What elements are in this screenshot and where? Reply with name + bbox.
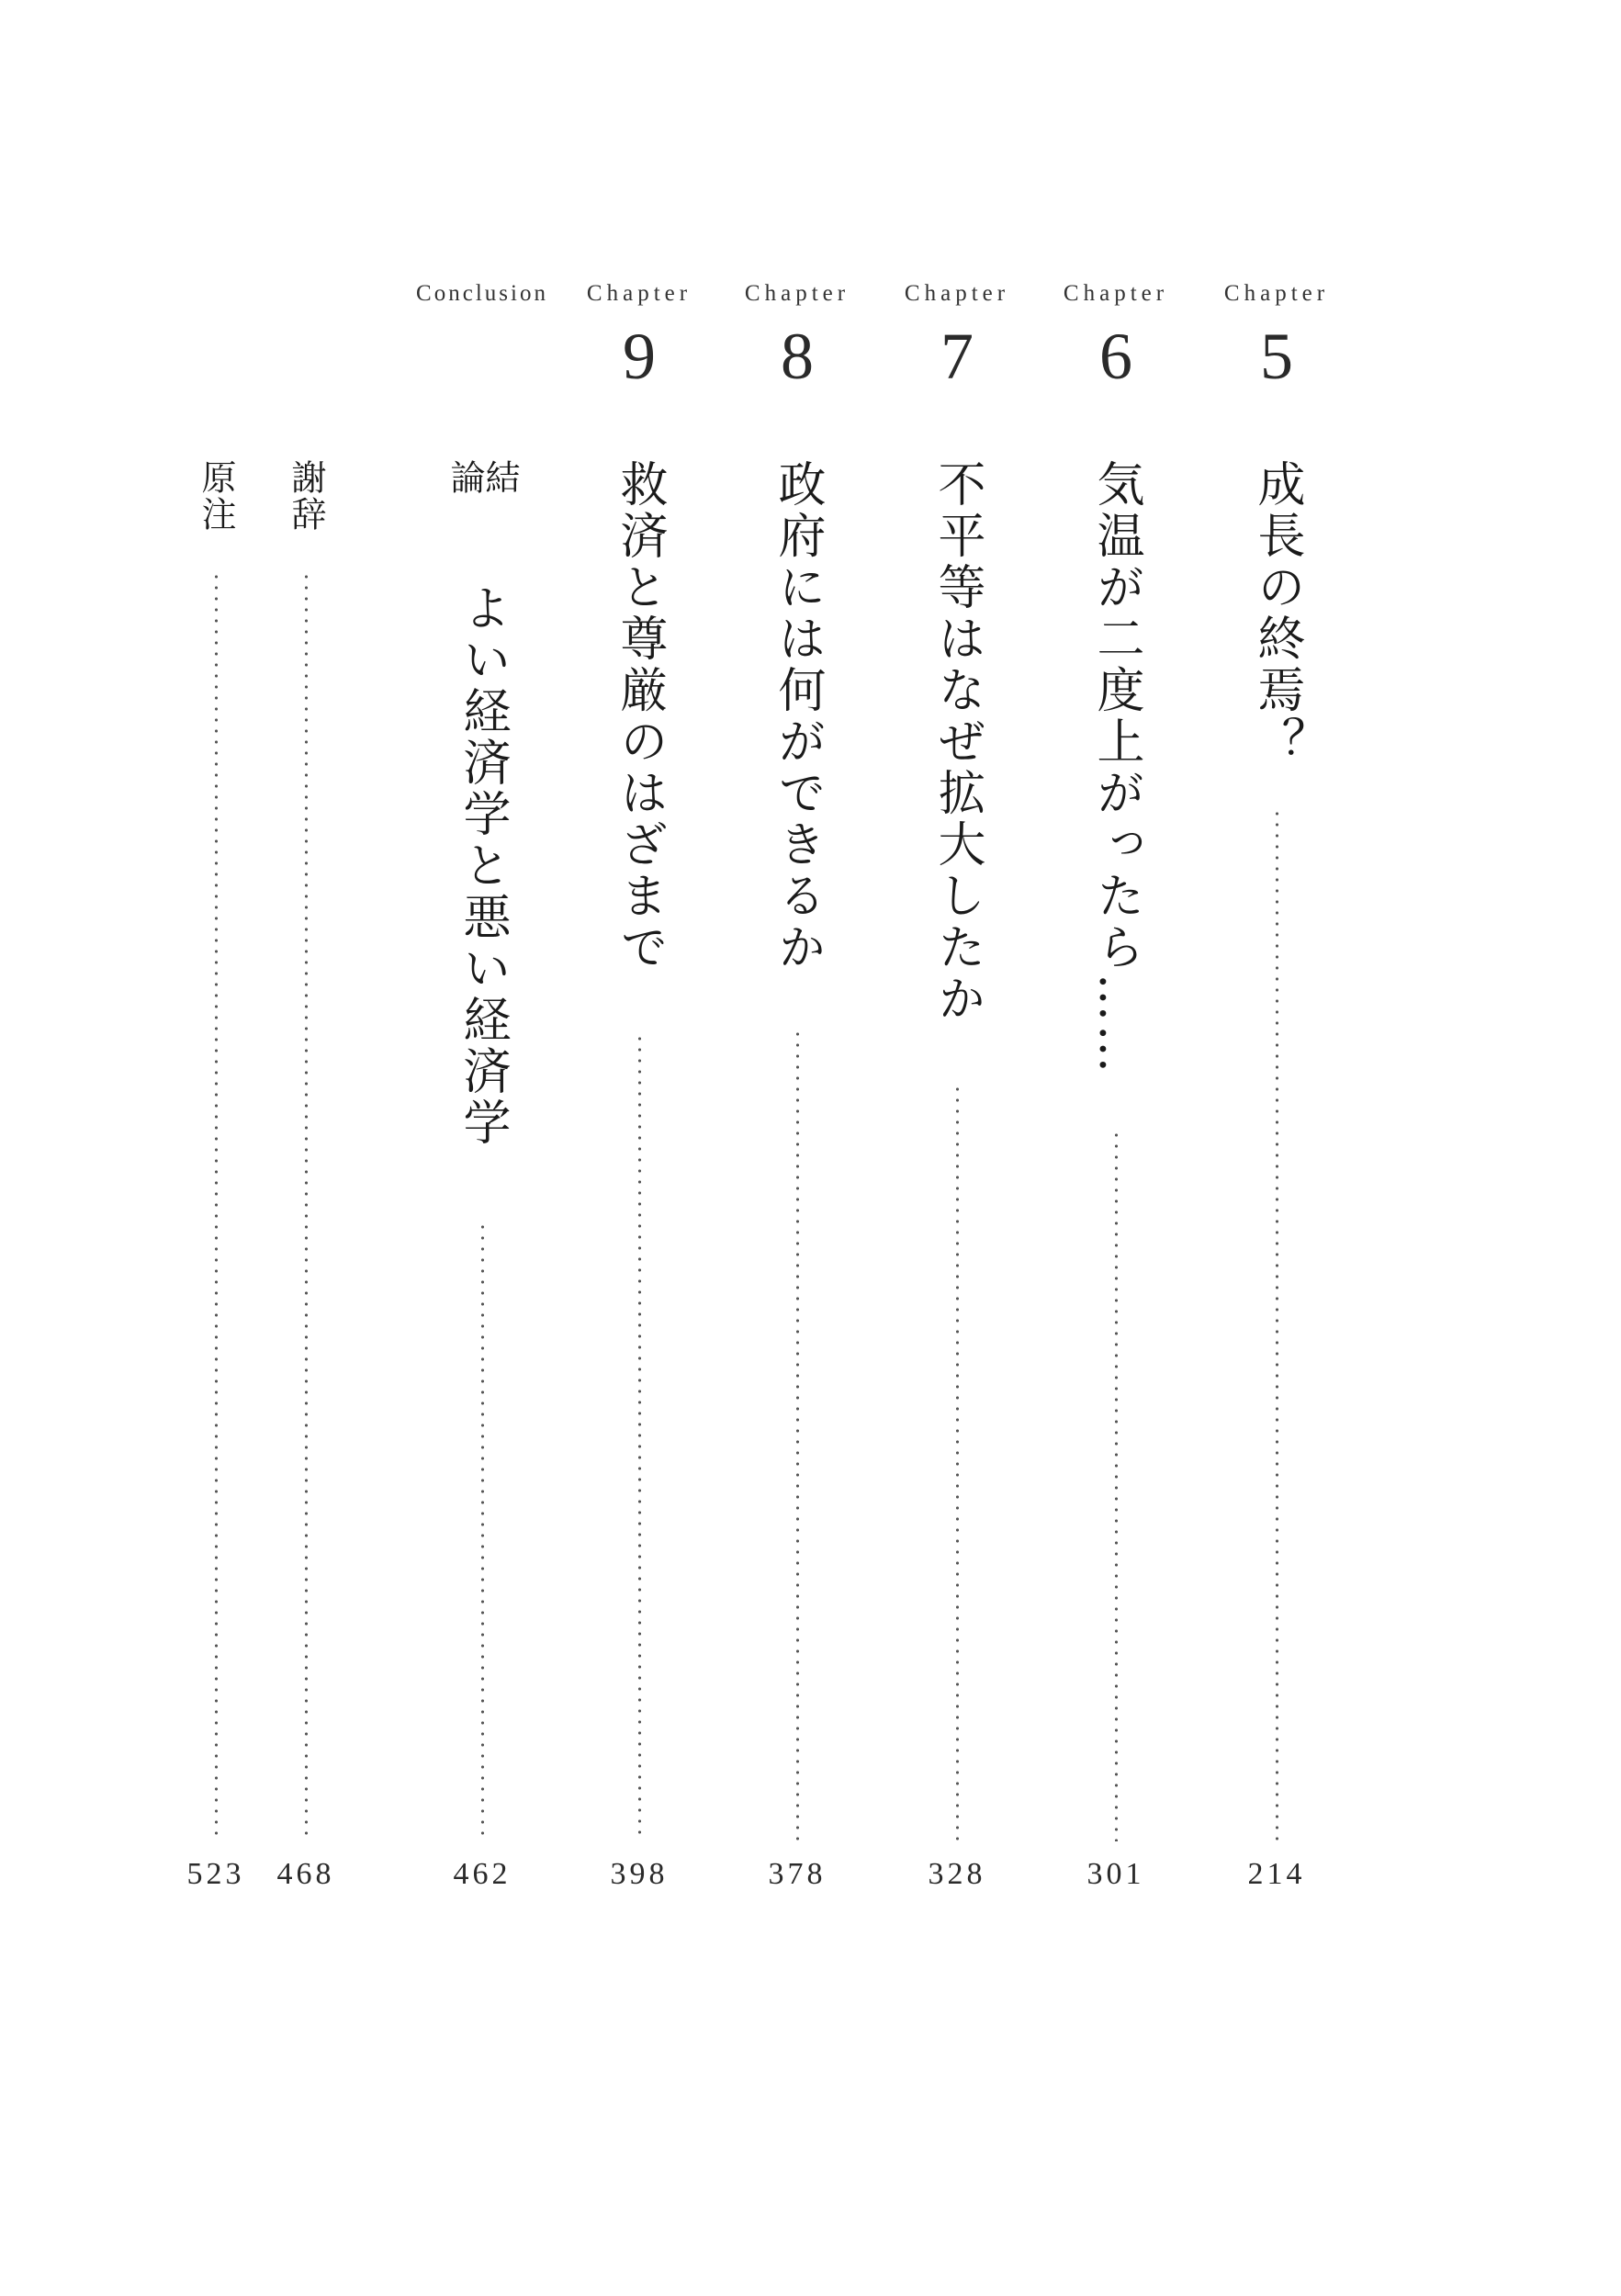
back-matter-title: 謝辞 [286,459,326,533]
chapter-title: 政府には何ができるか [770,459,825,974]
chapter-number: 7 [940,320,974,393]
chapter-title: 気温が二度上がったら…… [1088,459,1143,1076]
page-number: 328 [928,1857,986,1891]
chapter-label: Chapter [744,281,850,306]
chapter-title: よい経済学と悪い経済学 [455,583,510,1149]
chapter-label: Chapter [904,281,1010,306]
page-number: 462 [453,1857,512,1891]
page-number: 214 [1247,1857,1306,1891]
chapter-title: 救済と尊厳のはざまで [612,459,667,974]
chapter-number: 5 [1260,320,1293,393]
leader-dots [215,571,218,1841]
chapter-label: Chapter [586,281,692,306]
page-number: 398 [610,1857,669,1891]
leader-dots [956,1084,959,1841]
leader-dots [638,1033,641,1841]
leader-dots [481,1221,484,1841]
chapter-number: 9 [623,320,656,393]
page-number: 523 [186,1857,245,1891]
chapter-title: 成長の終焉？ [1249,459,1304,768]
leader-dots [305,571,308,1841]
back-matter-title: 原注 [196,459,236,533]
leader-dots [796,1029,799,1841]
chapter-number: 6 [1099,320,1132,393]
chapter-title: 不平等はなぜ拡大したか [929,459,985,1025]
chapter-label: Chapter [1223,281,1330,306]
chapter-label: Chapter [1063,281,1169,306]
leader-dots [1115,1130,1118,1841]
leader-dots [1276,808,1278,1841]
page-number: 301 [1086,1857,1145,1891]
conclusion-kind-label: 結論 [445,459,520,496]
page-number: 468 [276,1857,335,1891]
chapter-number: 8 [781,320,814,393]
chapter-label: Conclusion [416,281,548,306]
page-number: 378 [768,1857,827,1891]
